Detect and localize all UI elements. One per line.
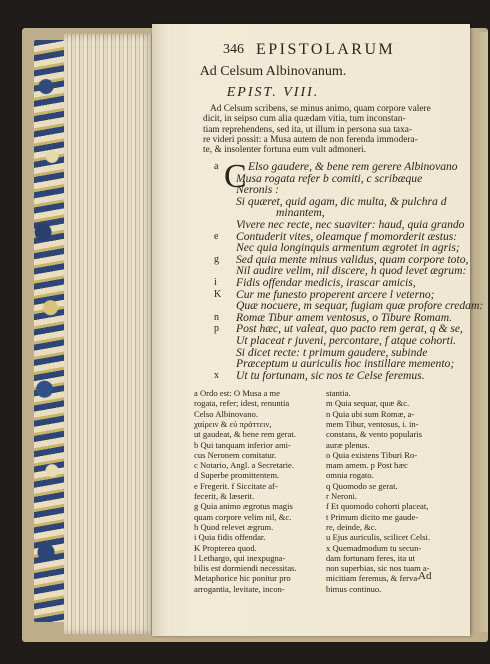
footnote-line: x Quemadmodum tu secun-: [326, 542, 422, 553]
footnote-line: i Quia fidis offendar.: [194, 532, 266, 543]
verse-marker: g: [214, 253, 219, 265]
footnote-line: non superbias, sic nos tuam a-: [326, 563, 430, 574]
verse-line: Contuderit vites, oleamque f momorderit æstus:: [236, 229, 458, 243]
footnote-line: fecerit, & læserit.: [194, 491, 255, 501]
verse-line: Cur me funesto properent arcere l veterno;: [236, 287, 435, 301]
footnote-line: K Propterea quod.: [194, 542, 257, 553]
verse-line: minantem,: [276, 206, 325, 220]
footnote-line: h Quod relevet ægrum.: [194, 521, 274, 532]
footnote-line: micitiam feremus, & ferva-: [326, 573, 421, 584]
footnote-line: re, deinde, &c.: [326, 521, 377, 532]
footnote-line: arrogantia, levitate, incon-: [194, 583, 285, 594]
argument-line: tiam reprehendens, sed ita, ut illum in persona sua taxa-: [203, 124, 413, 135]
verse-line: Sed quia mente minus validus, quam corpore toto,: [236, 252, 469, 266]
footnote-line: mem Tibur, ventosus, i. in-: [326, 418, 419, 429]
footnote-line: g Quia animo ægrotus magis: [194, 501, 293, 512]
verse-marker: a: [214, 161, 219, 172]
footnote-line: bimus continuo.: [326, 583, 382, 594]
footnote-line: u Ejus auriculis, scilicet Celsi.: [326, 532, 431, 543]
footnote-line: mam amem. p Post hæc: [326, 460, 408, 471]
verse-marker: x: [214, 369, 219, 381]
verse-line: Ut placeat r juveni, percontare, f atque cohorti.: [236, 334, 457, 347]
footnote-line: o Quia existens Tiburi Ro-: [326, 449, 418, 460]
footnote-line: f Et quomodo cohorti placeat,: [326, 501, 429, 512]
verse-marker: i: [214, 277, 217, 288]
fore-edge: [470, 32, 488, 632]
epistle-heading: EPIST. VIII.: [226, 85, 320, 100]
verse-marker: e: [214, 230, 219, 242]
footnote-line: Celso Albinovano.: [194, 408, 258, 419]
argument-line: re videri possit: a Musa autem de non ferenda immodera-: [203, 134, 418, 145]
footnote-line: ut gaudeat, & bene rem gerat.: [194, 429, 296, 440]
verse-line: Præceptum u auriculis hoc instillare memento;: [236, 357, 455, 371]
footnote-line: stantia.: [326, 388, 351, 398]
argument-line: Ad Celsum scribens, se minus animo, quam corpore valere: [210, 104, 431, 114]
verse-marker: K: [214, 288, 222, 300]
verse-line: Fidis offendar medicis, irascar amicis,: [236, 276, 416, 289]
footnote-line: constans, & vento popularis: [326, 429, 422, 440]
page-number: 346: [223, 42, 244, 57]
verse-line: Romæ Tibur amem ventosus, o Tibure Romam.: [236, 310, 452, 324]
verse-marker: n: [214, 311, 219, 323]
footnote-line: rogata, refer; idest, renuntia: [194, 398, 290, 409]
argument-line: dicit, in seipso cum alia quædam vitia, tum inconstan-: [203, 114, 406, 125]
footnote-line: c Notario, Angl. a Secretarie.: [194, 460, 294, 471]
epistle-subtitle: Ad Celsum Albinovanum.: [199, 64, 347, 79]
footnote-line: bilis est dormiendi necessitas.: [194, 563, 297, 574]
argument-line: te, & insolenter fortuna eum vult admoneri.: [203, 145, 366, 156]
footnote-line: dam fortunam feres, ita ut: [326, 552, 416, 563]
verse-line: Ut tu fortunam, sic nos te Celse feremus.: [236, 368, 425, 382]
verse-line: Post hæc, ut valeat, quo pacto rem gerat, q & se,: [236, 322, 463, 336]
footnote-line: m Quia sequar, quæ &c.: [326, 398, 410, 409]
verse-marker: p: [214, 323, 219, 335]
verse-line: Neronis :: [236, 183, 280, 197]
verse-line: Nil audire velim, nil discere, h quod levet ægrum:: [236, 264, 467, 278]
verse-line: Si dicet recte: t primum gaudere, subinde: [236, 345, 428, 359]
verse-line: Quæ nocuere, m sequar, fugiam quæ profore credam:: [236, 299, 484, 313]
footnote-line: Metaphorice hic ponitur pro: [194, 573, 291, 584]
verse-line: Elso gaudere, & bene rem gerere Albinovano: [248, 160, 458, 173]
footnote-line: e Fregerit. f Siccitate af-: [194, 480, 278, 491]
footnote-line: l Lethargo, qui inexpugna-: [194, 552, 286, 563]
catchword: Ad: [418, 570, 432, 582]
footnote-line: auræ plenus.: [326, 439, 370, 450]
running-title: EPISTOLARUM: [256, 41, 396, 58]
footnote-line: q Quomodo se gerat.: [326, 480, 398, 491]
page-edges: [64, 34, 156, 634]
footnote-line: omnia rogato.: [326, 470, 374, 481]
marbled-endpaper: [34, 40, 64, 622]
verse-line: Si quæret, quid agam, dic multa, & pulchra d: [236, 194, 447, 208]
footnote-line: b Qui tanquam inferior ami-: [194, 439, 291, 450]
verse-line: Nec quia longinquis armentum ægrotet in agris;: [236, 241, 460, 255]
footnote-line: a Ordo est: O Musa a me: [194, 388, 280, 398]
footnote-line: n Quia ubi sum Romæ, a-: [326, 408, 415, 419]
footnote-line: cus Neronem comitatur.: [194, 449, 277, 460]
footnote-line: χαίρειν & εὐ πράττειν,: [194, 418, 272, 429]
verse-line: Vivere nec recte, nec suaviter: haud, quia grando: [236, 218, 465, 231]
footnote-line: d Superbe promittentem.: [194, 470, 280, 481]
drop-cap: C: [224, 158, 247, 195]
verse-line: Musa rogata refer b comiti, c scribæque: [236, 171, 423, 185]
footnote-line: quam corpore velim nil, &c.: [194, 511, 292, 522]
footnote-line: t Primum dicito me gaude-: [326, 511, 419, 522]
footnote-line: r Neroni.: [326, 491, 358, 501]
